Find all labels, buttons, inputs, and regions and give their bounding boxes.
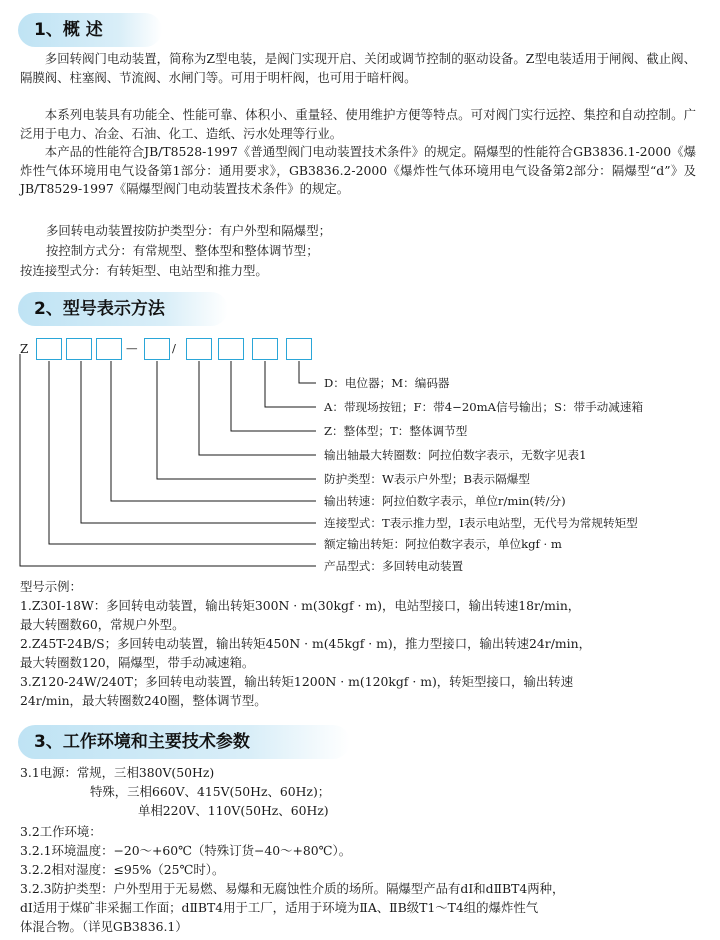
overview-paragraph-3: 本产品的性能符合JB/T8528-1997《普通型阀门电动装置技术条件》的规定。隔爆型的性能符合GB3836.1-2000《爆炸性气体环境用电气设备第1部分：通用要求》，GB3836.2-2000《爆炸性气体环境用电气设备第2部分：隔爆型“d”》及JB/T8529-1997《隔爆型阀门电动装置技术条件》的规定。 [20, 144, 696, 196]
ambient-temperature: 3.2.1环境温度：−20～+60℃（特殊订货−40～+80℃）。 [20, 843, 352, 858]
power-line-special: 特殊，三相660V、415V(50Hz、60Hz)； [90, 784, 331, 799]
label-output-speed: 输出转速：阿拉伯数字表示，单位r/min(转/分) [324, 494, 566, 508]
section-heading-model-notation: 2、型号表示方法 [18, 292, 228, 326]
overview-paragraph-1: 多回转阀门电动装置，简称为Z型电装，是阀门实现开启、关闭或调节控制的驱动设备。Z型电装适用于闸阀、截止阀、隔膜阀、柱塞阀、节流阀、水闸门等。可用于明杆阀，也可用于暗杆阀。 [20, 51, 696, 85]
example-3-line-1: 3.Z120-24W/240T；多回转电动装置，输出转矩1200N · m(120kgf · m)，转矩型接口，输出转速 [20, 674, 574, 689]
model-notation-diagram [0, 330, 720, 580]
example-3-line-2: 24r/min，最大转圈数240圈，整体调节型。 [20, 693, 267, 708]
label-integral-type: Z：整体型；T：整体调节型 [324, 424, 468, 438]
protection-line-2: dⅠ适用于煤矿非采掘工作面；dⅡBT4用于工厂，适用于环境为ⅡA、ⅡB级T1～T4组的爆炸性气 [20, 900, 539, 915]
protection-line-3: 体混合物。（详见GB3836.1） [20, 919, 188, 934]
example-1-line-2: 最大转圈数60，常规户外型。 [20, 617, 185, 632]
section-heading-technical-params: 3、工作环境和主要技术参数 [18, 725, 350, 759]
classification-line-3: 按连接型式分：有转矩型、电站型和推力型。 [20, 263, 268, 278]
power-line-single-phase: 单相220V、110V(50Hz、60Hz) [138, 803, 329, 818]
examples-heading: 型号示例： [20, 579, 82, 594]
model-prefix: Z [20, 342, 29, 356]
label-max-turns: 输出轴最大转圈数：阿拉伯数字表示，无数字见表1 [324, 448, 587, 462]
label-encoder: D：电位器；M：编码器 [324, 376, 450, 390]
overview-paragraph-2: 本系列电装具有功能全、性能可靠、体积小、重量轻、使用维护方便等特点。可对阀门实行远控、集控和自动控制。广泛用于电力、冶金、石油、化工、造纸、污水处理等行业。 [20, 107, 696, 141]
protection-line-1: 3.2.3防护类型：户外型用于无易燃、易爆和无腐蚀性介质的场所。隔爆型产品有dⅠ和dⅡBT4两种， [20, 881, 565, 896]
separator-slash: / [172, 341, 176, 355]
classification-line-1: 多回转电动装置按防护类型分：有户外型和隔爆型； [46, 223, 331, 238]
label-control-options: A：带现场按钮；F：带4−20mA信号输出；S：带手动减速箱 [324, 400, 644, 414]
example-1-line-1: 1.Z30I-18W：多回转电动装置，输出转矩300N · m(30kgf · m)，电站型接口，输出转速18r/min， [20, 598, 581, 613]
example-2-line-2: 最大转圈数120，隔爆型，带手动减速箱。 [20, 655, 255, 670]
label-protection-type: 防护类型：W表示户外型；B表示隔爆型 [324, 472, 530, 486]
label-rated-torque: 额定输出转矩：阿拉伯数字表示，单位kgf · m [324, 537, 562, 551]
relative-humidity: 3.2.2相对湿度：≤95%（25℃时）。 [20, 862, 225, 877]
example-2-line-1: 2.Z45T-24B/S；多回转电动装置，输出转矩450N · m(45kgf · m)，推力型接口，输出转速24r/min， [20, 636, 591, 651]
power-line-standard: 3.1电源：常规，三相380V(50Hz) [20, 765, 215, 780]
separator-dash-1: — [126, 341, 138, 355]
label-product-type: 产品型式：多回转电动装置 [324, 559, 464, 573]
section-heading-overview: 1、概 述 [18, 13, 162, 47]
classification-line-2: 按控制方式分：有常规型、整体型和整体调节型； [46, 243, 319, 258]
environment-heading: 3.2工作环境： [20, 824, 102, 839]
label-connection-type: 连接型式：T表示推力型，I表示电站型，无代号为常规转矩型 [324, 516, 638, 530]
